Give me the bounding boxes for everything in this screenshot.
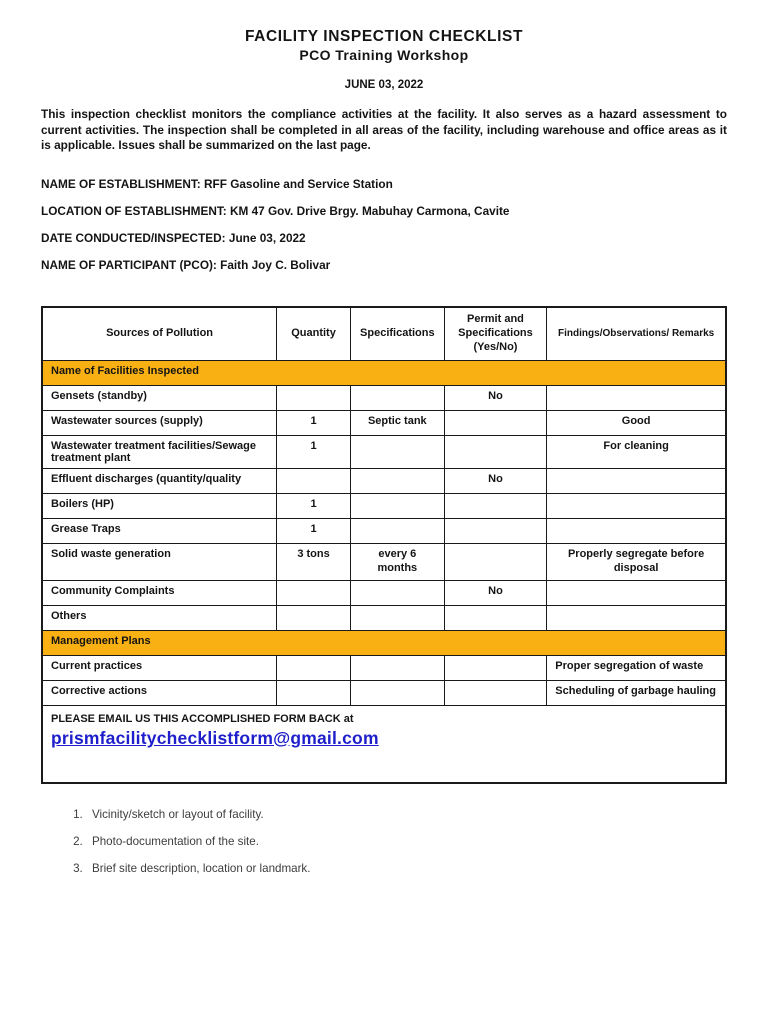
field-label: NAME OF PARTICIPANT (PCO): [41,257,217,272]
field-establishment-name [41,178,727,191]
field-establishment-location [41,205,727,218]
cell-specifications [350,494,444,519]
field-label: NAME OF ESTABLISHMENT: [41,176,201,191]
table-row [42,580,726,605]
cell-permit: No [444,580,547,605]
cell-source: Wastewater sources (supply) [42,411,277,436]
field-value: KM 47 Gov. Drive Brgy. Mabuhay Carmona, Cavite [229,203,510,218]
cell-quantity: 1 [277,411,351,436]
cell-permit: No [444,469,547,494]
cell-permit [444,436,547,469]
table-header-row [42,307,726,361]
cell-specifications: every 6 months [350,544,444,581]
cell-source: Effluent discharges (quantity/quality [42,469,277,494]
cell-source: Boilers (HP) [42,494,277,519]
cell-findings: Scheduling of garbage hauling [547,680,726,705]
note-item: 3. Brief site description, location or landmark. [86,862,768,875]
cell-findings [547,494,726,519]
table-footer-row [42,705,726,783]
cell-findings: Proper segregation of waste [547,655,726,680]
note-item: 1. Vicinity/sketch or layout of facility. [86,808,768,821]
cell-quantity: 1 [277,519,351,544]
field-label: DATE CONDUCTED/INSPECTED: [41,230,226,245]
cell-findings [547,386,726,411]
cell-source: Solid waste generation [42,544,277,581]
header-findings: Findings/Observations/ Remarks [547,307,726,361]
table-row [42,494,726,519]
table-row [42,411,726,436]
cell-quantity: 1 [277,494,351,519]
cell-specifications [350,469,444,494]
cell-findings: Good [547,411,726,436]
field-participant-name [41,259,727,272]
page-title: FACILITY INSPECTION CHECKLIST [244,28,524,45]
cell-findings: Properly segregate before disposal [547,544,726,581]
cell-specifications [350,386,444,411]
cell-quantity [277,680,351,705]
header-sources-of-pollution: Sources of Pollution [42,307,277,361]
cell-quantity: 3 tons [277,544,351,581]
cell-specifications [350,680,444,705]
cell-permit [444,494,547,519]
email-link[interactable]: prismfacilitychecklistform@gmail.com [51,727,379,748]
cell-findings [547,605,726,630]
field-label: LOCATION OF ESTABLISHMENT: [41,203,227,218]
cell-specifications [350,436,444,469]
establishment-fields [41,178,727,272]
table-row [42,519,726,544]
table-row [42,680,726,705]
cell-quantity [277,386,351,411]
table-row [42,436,726,469]
field-value: RFF Gasoline and Service Station [203,176,393,191]
header-specifications: Specifications [350,307,444,361]
cell-specifications [350,605,444,630]
table-row [42,655,726,680]
intro-paragraph: This inspection checklist monitors the compliance activities at the facility. It also serves as a hazard assessment to current activities. The inspection shall be completed in all areas of the facility, including warehouse and office areas as it is applicable. Issues shall be summarized on the last page. [41,107,727,153]
cell-quantity [277,580,351,605]
cell-findings [547,519,726,544]
cell-specifications [350,580,444,605]
header-quantity: Quantity [277,307,351,361]
cell-quantity [277,469,351,494]
inspection-table [41,306,727,785]
page-subtitle: PCO Training Workshop [299,47,469,63]
cell-quantity [277,605,351,630]
table-row [42,469,726,494]
cell-source: Others [42,605,277,630]
email-instruction-text: PLEASE EMAIL US THIS ACCOMPLISHED FORM BACK at [51,712,354,725]
cell-permit: No [444,386,547,411]
cell-source: Corrective actions [42,680,277,705]
table-section-title: Name of Facilities Inspected [42,361,726,386]
table-section-row [42,361,726,386]
field-date-conducted [41,232,727,245]
cell-permit [444,655,547,680]
field-value: June 03, 2022 [228,230,306,245]
cell-specifications [350,655,444,680]
cell-permit [444,605,547,630]
table-section-row [42,630,726,655]
cell-quantity: 1 [277,436,351,469]
table-row [42,386,726,411]
cell-findings: For cleaning [547,436,726,469]
cell-quantity [277,655,351,680]
note-item: 2. Photo-documentation of the site. [86,835,768,848]
cell-permit [444,519,547,544]
table-row [42,544,726,581]
table-section-title: Management Plans [42,630,726,655]
cell-findings [547,580,726,605]
cell-source: Community Complaints [42,580,277,605]
field-value: Faith Joy C. Bolivar [220,257,331,272]
cell-findings [547,469,726,494]
cell-specifications [350,519,444,544]
cell-source: Wastewater treatment facilities/Sewage treatment plant [42,436,277,469]
cell-source: Current practices [42,655,277,680]
document-date: JUNE 03, 2022 [344,79,424,91]
table-row [42,605,726,630]
header-permit: Permit and Specifications (Yes/No) [444,307,547,361]
cell-specifications: Septic tank [350,411,444,436]
cell-permit [444,544,547,581]
cell-source: Gensets (standby) [42,386,277,411]
email-footer-cell [42,705,726,783]
cell-permit [444,680,547,705]
cell-source: Grease Traps [42,519,277,544]
cell-permit [444,411,547,436]
attachment-notes-list [66,808,768,875]
